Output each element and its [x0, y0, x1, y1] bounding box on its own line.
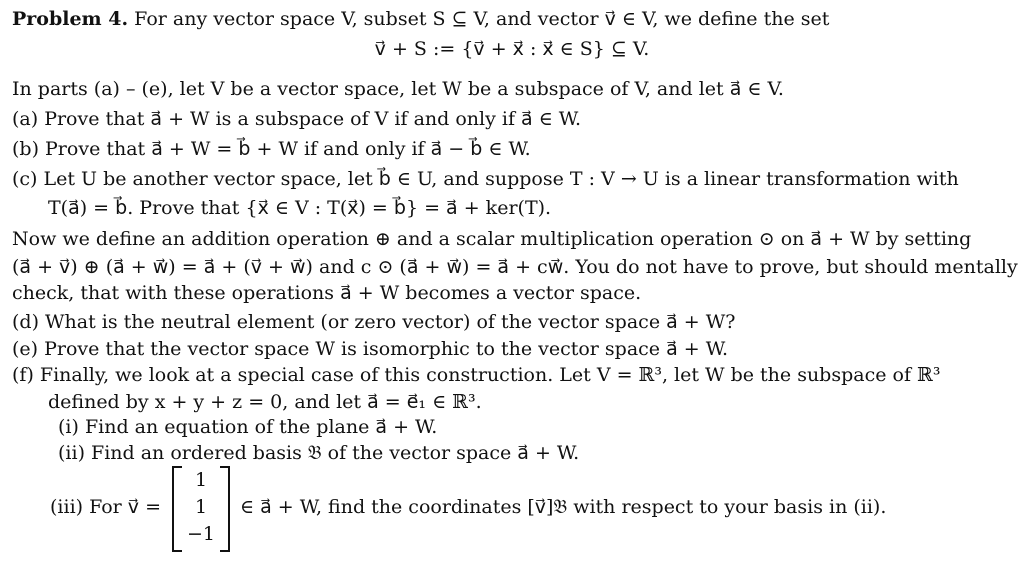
column-vector [172, 466, 230, 548]
part-f-line1: (f) Finally, we look at a special case of this construction. Let V = ℝ³, let W be the subspace of ℝ³ [12, 364, 941, 386]
operations-line2: (a⃗ + v⃗) ⊕ (a⃗ + w⃗) = a⃗ + (v⃗ + w⃗) and c ⊙ (a⃗ + w⃗) = a⃗ + cw⃗. You do not have to prove, but should mentally [12, 256, 1018, 278]
part-f-sub-iii-prefix: (iii) For v⃗ = [50, 496, 162, 518]
parts-ae-intro: In parts (a) – (e), let V be a vector space, let W be a subspace of V, and let a⃗ ∈ V. [12, 78, 784, 100]
problem-label: Problem 4. [12, 8, 129, 30]
problem-intro-line [12, 8, 829, 30]
part-e: (e) Prove that the vector space W is isomorphic to the vector space a⃗ + W. [12, 338, 728, 360]
vector-entry-3: −1 [186, 523, 215, 545]
part-a: (a) Prove that a⃗ + W is a subspace of V if and only if a⃗ ∈ W. [12, 108, 582, 130]
part-f-sub-ii: (ii) Find an ordered basis 𝔅 of the vector space a⃗ + W. [58, 442, 580, 464]
part-c-line2: T(a⃗) = b⃗. Prove that {x⃗ ∈ V : T(x⃗) = b⃗} = a⃗ + ker(T). [48, 197, 552, 219]
problem-intro: For any vector space V, subset S ⊆ V, and vector v⃗ ∈ V, we define the set [134, 8, 830, 30]
part-f-sub-iii-suffix: ∈ a⃗ + W, find the coordinates [v⃗]𝔅 with respect to your basis in (ii). [240, 496, 887, 518]
vector-entry-2: 1 [194, 496, 208, 518]
part-c-line1: (c) Let U be another vector space, let b⃗ ∈ U, and suppose T : V → U is a linear transformation with [12, 168, 959, 190]
part-f-line2: defined by x + y + z = 0, and let a⃗ = e⃗₁ ∈ ℝ³. [48, 391, 482, 413]
vector-entry-1: 1 [194, 469, 208, 491]
operations-line3: check, that with these operations a⃗ + W becomes a vector space. [12, 282, 642, 304]
part-b: (b) Prove that a⃗ + W = b⃗ + W if and only if a⃗ − b⃗ ∈ W. [12, 138, 531, 160]
set-definition: v⃗ + S := {v⃗ + x⃗ : x⃗ ∈ S} ⊆ V. [374, 38, 650, 60]
operations-line1: Now we define an addition operation ⊕ and a scalar multiplication operation ⊙ on a⃗ + W by setting [12, 228, 972, 250]
part-f-sub-i: (i) Find an equation of the plane a⃗ + W. [58, 416, 438, 438]
part-d: (d) What is the neutral element (or zero vector) of the vector space a⃗ + W? [12, 311, 736, 333]
